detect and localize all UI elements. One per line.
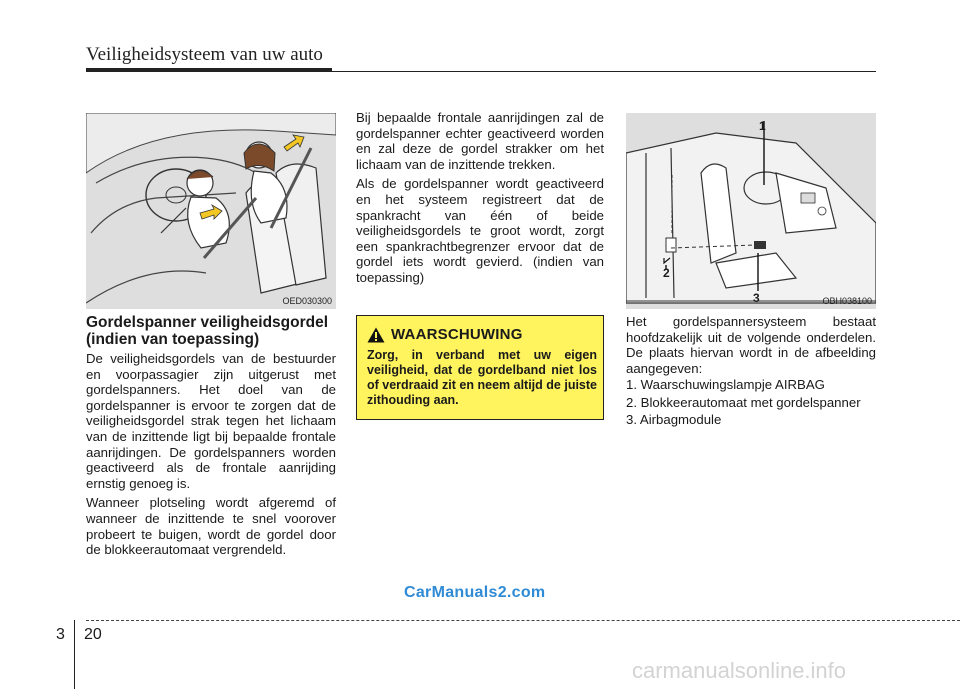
paragraph: Wanneer plotseling wordt afgeremd of wanneer de inzittende te snel voorover probeert te buigen, wordt de gordel door de blokkeerautomaat vergrendeld. [86,495,336,558]
list-item: 1. Waarschuwingslampje AIRBAG [626,377,825,392]
callout-3: 3 [753,291,760,305]
warning-text: Zorg, in verband met uw eigen veiligheid, dat de gordelband niet los of verdraaid zit en neem altijd de juiste zithouding aan. [367,348,597,407]
figure-code: OED030300 [282,296,332,306]
occupants-drawing [86,113,336,309]
paragraph: Bij bepaalde frontale aanrijdingen zal de gordelspanner echter geactiveerd worden en zal deze de gordel strakker om het lichaam van de inzittende trekken. [356,110,604,172]
warning-box [356,315,604,420]
list-item: 3. Airbagmodule [626,412,722,427]
warning-triangle-icon [367,327,385,343]
footer-divider [74,620,75,689]
column-1-text [86,351,336,562]
warning-header [367,326,523,343]
callout-1: 1 [759,119,766,133]
component-list [626,376,876,429]
section-number: 3 [56,626,65,643]
watermark-link[interactable]: CarManuals2.com [404,584,546,601]
pretensioner-components-illustration [626,113,876,309]
header-rule [86,71,876,72]
warning-title: WAARSCHUWING [391,326,523,343]
list-item: 2. Blokkeerautomaat met gordelspanner [626,394,861,410]
footer-watermark[interactable]: carmanualsonline.info [632,658,847,683]
seatbelt-occupants-illustration [86,113,336,309]
paragraph: De veiligheidsgordels van de bestuurder en voorpassagier zijn uitgerust met gordelspanners. Het doel van de gordelspanner is ervoor te zorgen dat de veiligheidsgordel strak tegen het lichaam van de inzittende ligt bij bepaalde frontale aanrijdingen. De gordelspanners worden geactiveerd als de frontale aanrijding ernstig genoeg is. [86,351,336,491]
column-2-text [356,110,604,290]
page-header-title: Veiligheidsysteem van uw auto [86,44,323,65]
footer-rule [86,620,960,621]
section-heading: Gordelspanner veiligheidsgordel (indien van toepassing) [86,314,329,348]
callout-2: 2 [663,266,670,280]
figure-code: OBH038100 [822,296,872,306]
column-3-intro: Het gordelspannersysteem bestaat hoofdzakelijk uit de volgende onderdelen. De plaats hiervan wordt in de afbeelding aangegeven: [626,314,876,376]
paragraph: Als de gordelspanner wordt geactiveerd en het systeem registreert dat de spankracht van één of beide veiligheidsgordels te groot wordt, zorgt een spankrachtbegrenzer ervoor dat de gordel iets wordt gevierd. (indien van toepassing) [356,176,604,285]
page-number: 20 [84,626,102,643]
